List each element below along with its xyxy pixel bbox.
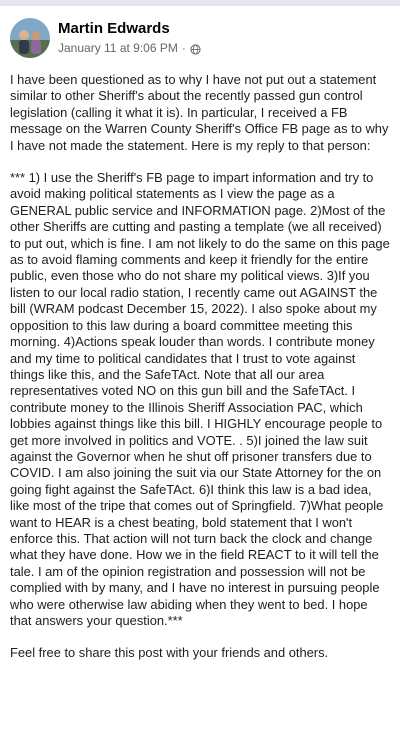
post-paragraph-intro: I have been questioned as to why I have not put out a statement similar to other Sheriff's about the recently passed gun control legislation (calling it what it is). In particular, I received a FB message on the Warren County Sheriff's Office FB page as to why I have not made the statement. Here is my reply to that person: xyxy=(10,72,389,153)
post-meta xyxy=(58,40,201,56)
author-avatar[interactable] xyxy=(10,18,50,58)
post-timestamp[interactable]: January 11 at 9:06 PM xyxy=(58,41,178,55)
post-paragraph-reply: *** 1) I use the Sheriff's FB page to impart information and try to avoid making political statements as I view the page as a GENERAL public service and INFORMATION page. 2)Most of the other Sheriffs are cutting and pasting a template (we all received) to put out, which is fine. I am not likely to do the same on this page as to avoid flaming comments and keep it friendly for the entire public, even those who do not share my political views. 3)If you listen to our local radio station, I recently came out AGAINST the bill (WRAM podcast December 15, 2022). I also spoke about my opposition to this law during a board committee meeting this morning. 4)Actions speak louder than words. I contribute money and my time to political candidates that I trust to vote against things like this, and the SafeTAct. Note that all our area representatives voted NO on this gun bill and the SafeTAct. I contribute money to the Illinois Sheriff Association PAC, which lobbies against things like this bill. I HIGHLY encourage people to get more involved in politics and VOTE. . 5)I joined the law suit against the Governor when he shut off prisoner transfers due to COVID. I am also joining the suit via our State Attorney for the on going fight against the SafeTAct. 6)I think this law is a bad idea, like most of the tripe that comes out of Springfield. 7)What people want to HEAR is a chest beating, bold statement that I won't enforce this. That action will not turn back the clock and change what they have done. How we in the field REACT to it will tell the tale. I am of the opinion registration and possession will not be complied with by many, and I have no interest in pursuing people who were otherwise law abiding when they went to bed. I hope that answers your question.*** xyxy=(10,170,390,628)
post-paragraph-closing: Feel free to share this post with your friends and others. xyxy=(10,645,329,661)
author-name[interactable]: Martin Edwards xyxy=(58,20,170,37)
globe-icon[interactable] xyxy=(190,43,201,54)
post-header xyxy=(0,6,400,68)
avatar-photo xyxy=(10,18,50,58)
post-body xyxy=(10,72,390,678)
facebook-post xyxy=(0,6,400,661)
meta-separator: · xyxy=(181,41,186,55)
